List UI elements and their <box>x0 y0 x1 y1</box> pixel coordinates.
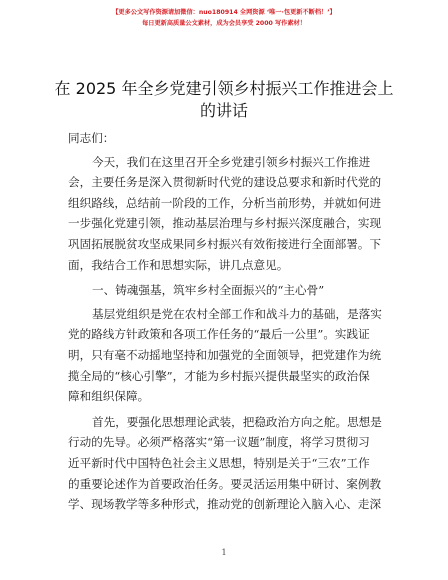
text-line: 障和组织保障。 <box>68 389 150 404</box>
text-line: 近平新时代中国特色社会主义思想，特别是关于“三农”工作 <box>68 455 370 470</box>
section-heading-text: 一、铸魂强基，筑牢乡村全面振兴的“主心骨” <box>92 283 325 298</box>
promo-banner <box>0 7 448 29</box>
salutation <box>68 128 390 149</box>
text-line: 基层党组织是党在农村全部工作和战斗力的基础，是落实 <box>92 306 382 321</box>
paragraph-grassroots <box>68 304 390 407</box>
text-line: 首先，要强化思想理论武装，把稳政治方向之舵。思想是 <box>92 414 382 429</box>
document-title-line-2: 的讲话 <box>199 101 248 120</box>
section-heading <box>68 280 390 301</box>
text-line: 今天，我们在这里召开全乡党建引领乡村振兴工作推进 <box>92 154 371 169</box>
text-line: 党的路线方针政策和各项工作任务的“最后一公里”。实践证 <box>68 327 370 342</box>
text-line: 组织路线，总结前一阶段的工作，分析当前形势，并就如何进 <box>68 195 382 210</box>
page-number: 1 <box>221 548 227 557</box>
promo-banner-line-1: 【更多公文写作资源请加微信：nuo180914 全网资源 ‘唯一·包更新不断档！’】 <box>112 9 336 16</box>
promo-banner-line-2: 每日更新高质量公文素材，成为会员享受 2000 写作素材！ <box>142 20 306 27</box>
text-line: 行动的先导。必须严格落实“第一议题”制度，将学习贯彻习 <box>68 435 370 450</box>
paragraph-opening <box>68 152 390 276</box>
text-line: 一步强化党建引领，推动基层治理与乡村振兴深度融合，实现 <box>68 216 382 231</box>
text-line: 巩固拓展脱贫攻坚成果同乡村振兴有效衔接进行全面部署。下 <box>68 236 382 251</box>
text-line: 学、现场教学等多种形式，推动党的创新理论入脑入心、走深 <box>68 497 382 512</box>
paragraph-theory <box>68 412 390 515</box>
text-line: 揽全局的“核心引擎”，才能为乡村振兴提供最坚实的政治保 <box>68 368 370 383</box>
text-line: 面，我结合工作和思想实际，讲几点意见。 <box>68 257 289 272</box>
text-line: 会，主要任务是深入贯彻新时代党的建设总要求和新时代党的 <box>68 175 382 190</box>
document-title-line-1: 在 2025 年全乡党建引领乡村振兴工作推进会上 <box>54 79 394 98</box>
document-body <box>68 128 390 520</box>
text-line: 明，只有毫不动摇地坚持和加强党的全面领导，把党建作为统 <box>68 347 382 362</box>
text-line: 的重要论述作为首要政治任务。要灵活运用集中研讨、案例教 <box>68 476 382 491</box>
document-title <box>30 78 418 122</box>
salutation-text: 同志们： <box>68 131 115 145</box>
